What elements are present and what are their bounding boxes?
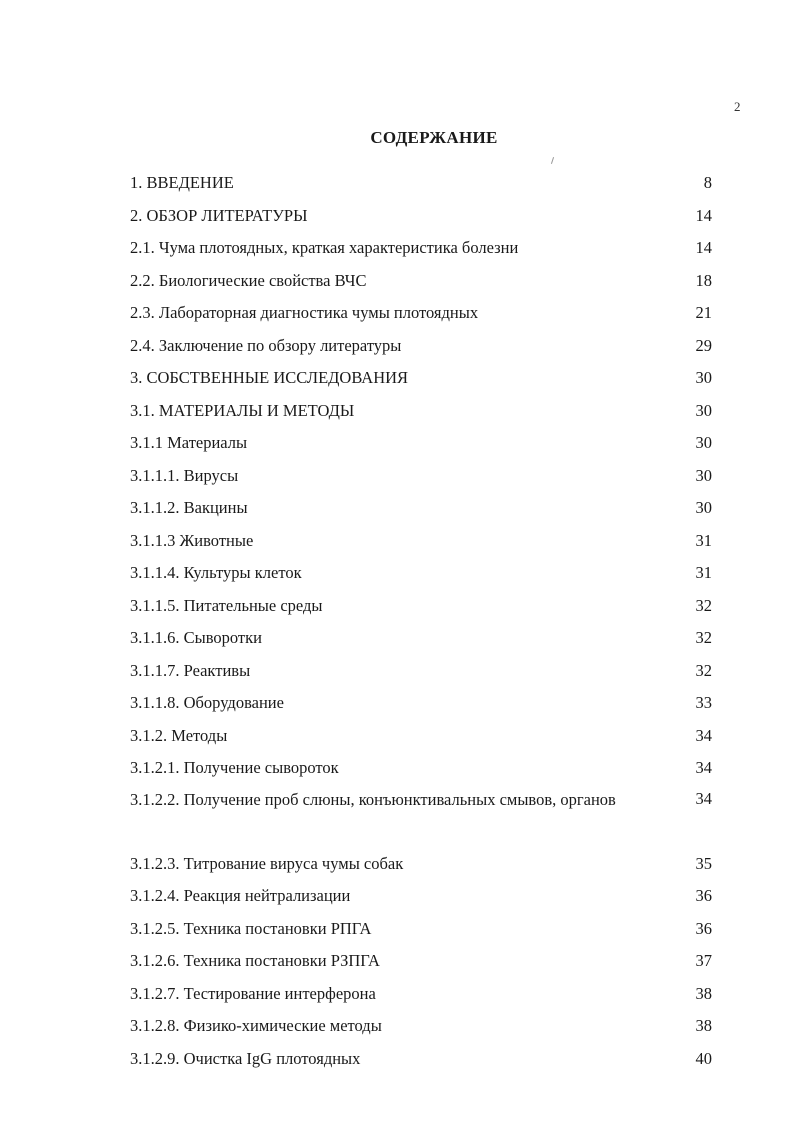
toc-entry-page-number: 38	[695, 983, 712, 1003]
toc-entry-title: 3.1.1.8. Оборудование	[130, 693, 284, 712]
toc-entry-title: 2.4. Заключение по обзору литературы	[130, 335, 402, 355]
toc-entry-title: 3.1.1.4. Культуры клеток	[130, 563, 302, 582]
toc-entry-page-number: 14	[695, 238, 712, 257]
page-number: 2	[734, 99, 741, 114]
toc-entry-page-number: 21	[695, 303, 712, 322]
toc-entry-title: 3.1.1.2. Вакцины	[130, 498, 248, 517]
toc-title: СОДЕРЖАНИЕ	[370, 128, 498, 147]
toc-entry	[130, 266, 714, 299]
toc-entry-title: 3.1.2. Методы	[130, 725, 228, 745]
toc-entry	[130, 656, 714, 689]
toc-entry-page-number: 30	[695, 498, 712, 517]
toc-entry-title: 3.1.2.6. Техника постановки РЗПГА	[130, 951, 380, 970]
toc-entry-page-number: 14	[695, 205, 712, 225]
toc-entry-page-number: 30	[695, 368, 712, 387]
toc-entry-page-number: 34	[695, 788, 712, 808]
toc-entry-title: 3.1.2.2. Получение проб слюны, конъюнктивальных смывов, органов	[130, 789, 616, 809]
toc-entry-title: 3.1.1.1. Вирусы	[130, 465, 239, 485]
toc-entry	[130, 591, 714, 624]
toc-entry-page-number: 32	[695, 660, 712, 680]
toc-entry	[130, 623, 714, 656]
toc-entry	[130, 298, 714, 331]
toc-entry	[130, 1011, 714, 1044]
toc-entry-page-number: 37	[695, 951, 712, 970]
toc-entry-page-number: 30	[695, 433, 712, 452]
toc-entry-title: 3.1.1.3 Животные	[130, 530, 254, 550]
toc-entry-title: 3.1.2.3. Титрование вируса чумы собак	[130, 853, 404, 873]
toc-entry-title: 3.1.2.9. Очистка IgG плотоядных	[130, 1048, 361, 1068]
toc-entry-page-number: 31	[695, 563, 712, 582]
toc-entry-title: 3.1.1.5. Питательные среды	[130, 595, 323, 615]
toc-entry	[130, 721, 714, 754]
toc-entry-title: 3.1. МАТЕРИАЛЫ И МЕТОДЫ	[130, 400, 355, 420]
toc-entry	[130, 784, 714, 849]
toc-entry-page-number: 32	[695, 628, 712, 647]
toc-entry	[130, 688, 714, 721]
toc-entry-page-number: 33	[695, 693, 712, 712]
toc-entry-page-number: 36	[695, 918, 712, 938]
toc-entry	[130, 946, 714, 979]
toc-entry-title: 3.1.1.7. Реактивы	[130, 660, 251, 680]
toc-entry-title: 3. СОБСТВЕННЫЕ ИССЛЕДОВАНИЯ	[130, 368, 409, 387]
toc-entry	[130, 881, 714, 914]
toc-entry-page-number: 8	[703, 173, 712, 192]
toc-entry	[130, 526, 714, 559]
toc-entry-title: 3.1.2.5. Техника постановки РПГА	[130, 918, 372, 938]
toc-entry-title: 2. ОБЗОР ЛИТЕРАТУРЫ	[130, 205, 308, 225]
toc-entry	[130, 558, 714, 591]
toc-entry	[130, 461, 714, 494]
toc-entry-title: 3.1.2.4. Реакция нейтрализации	[130, 886, 351, 905]
toc-entry	[130, 753, 714, 786]
table-of-contents	[130, 168, 714, 1076]
toc-entry	[130, 363, 714, 396]
toc-entry-title: 1. ВВЕДЕНИЕ	[130, 173, 234, 192]
toc-entry	[130, 396, 714, 429]
toc-entry-page-number: 32	[695, 595, 712, 615]
toc-entry	[130, 233, 714, 266]
toc-entry-page-number: 40	[695, 1048, 712, 1068]
toc-entry-page-number: 38	[695, 1016, 712, 1035]
toc-entry-title: 3.1.2.7. Тестирование интерферона	[130, 983, 376, 1003]
toc-entry-page-number: 30	[695, 400, 712, 420]
toc-entry	[130, 168, 714, 201]
toc-entry-title: 3.1.2.1. Получение сывороток	[130, 758, 339, 777]
toc-entry-page-number: 36	[695, 886, 712, 905]
toc-entry-title: 2.1. Чума плотоядных, краткая характеристика болезни	[130, 238, 519, 257]
toc-entry	[130, 493, 714, 526]
toc-entry-title: 2.3. Лабораторная диагностика чумы плотоядных	[130, 303, 479, 322]
toc-entry-page-number: 34	[695, 725, 712, 745]
toc-entry-page-number: 29	[695, 335, 712, 355]
toc-entry-page-number: 18	[695, 270, 712, 290]
toc-entry-page-number: 30	[695, 465, 712, 485]
toc-entry	[130, 428, 714, 461]
toc-entry-title: 3.1.2.8. Физико-химические методы	[130, 1016, 382, 1035]
toc-entry	[130, 979, 714, 1012]
toc-entry-page-number: 34	[695, 758, 712, 777]
toc-entry-title: 3.1.1.6. Сыворотки	[130, 628, 262, 647]
toc-entry	[130, 914, 714, 947]
toc-entry-page-number: 35	[695, 853, 712, 873]
toc-entry	[130, 1044, 714, 1077]
toc-entry	[130, 331, 714, 364]
toc-entry	[130, 849, 714, 882]
toc-entry	[130, 201, 714, 234]
toc-entry-page-number: 31	[695, 530, 712, 550]
scan-artifact-mark	[551, 157, 554, 164]
toc-entry-title: 2.2. Биологические свойства ВЧС	[130, 270, 367, 290]
toc-entry-title: 3.1.1 Материалы	[130, 433, 248, 452]
